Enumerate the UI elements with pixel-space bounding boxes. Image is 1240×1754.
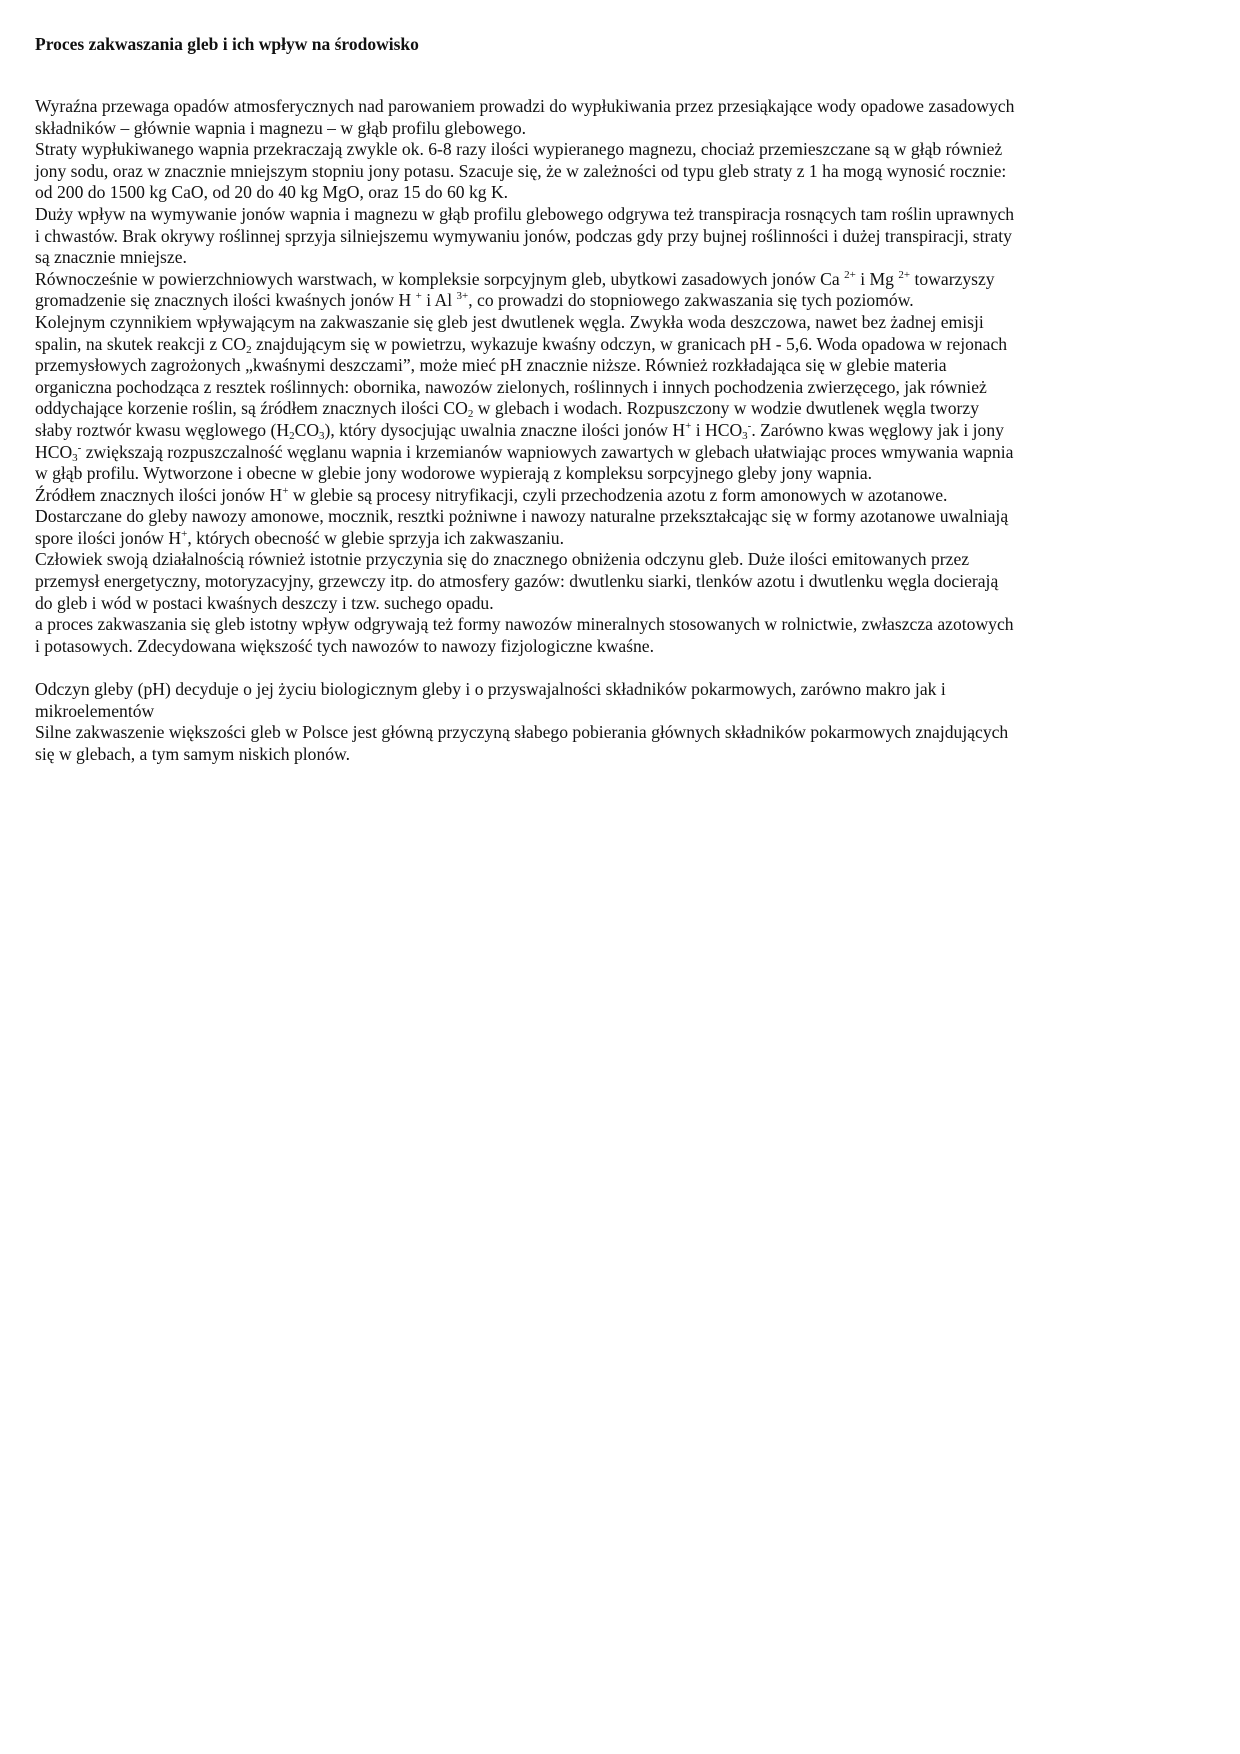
superscript: + bbox=[181, 527, 188, 540]
superscript: + bbox=[282, 484, 289, 497]
text-segment: i potasowych. Zdecydowana większość tych nawozów to nawozy fizjologiczne kwaśne. bbox=[35, 635, 655, 656]
text-line bbox=[35, 161, 1014, 183]
subscript: 3 bbox=[742, 429, 748, 442]
text-segment: słaby roztwór kwasu węglowego (H bbox=[35, 419, 290, 440]
subscript: 2 bbox=[246, 343, 252, 356]
text-segment: gromadzenie się znacznych ilości kwaśnych jonów H bbox=[35, 290, 416, 311]
subscript: 2 bbox=[289, 429, 295, 442]
text-line bbox=[35, 549, 1014, 571]
text-segment: przemysłowych zagrożonych „kwaśnymi deszczami”, może mieć pH znacznie niższe. Również rozkładająca się w glebie materia bbox=[35, 355, 947, 376]
text-segment: Równocześnie w powierzchniowych warstwach, w kompleksie sorpcyjnym gleb, ubytkowi zasadowych jonów Ca bbox=[35, 268, 845, 289]
text-segment: Dostarczane do gleby nawozy amonowe, mocznik, resztki pożniwne i nawozy naturalne przekształcając się w formy azotanowe uwalniają bbox=[35, 506, 1009, 527]
text-segment: spalin, na skutek reakcji z CO bbox=[35, 333, 247, 354]
text-segment: Wyraźna przewaga opadów atmosferycznych nad parowaniem prowadzi do wypłukiwania przez przesiąkające wody opadowe zasadowych bbox=[35, 96, 1015, 116]
text-line bbox=[35, 614, 1014, 636]
text-segment: Duży wpływ na wymywanie jonów wapnia i magnezu w głąb profilu glebowego odgrywa też transpiracja rosnących tam roślin uprawnych bbox=[35, 203, 1015, 224]
text-segment: , co prowadzi do stopniowego zakwaszania się tych poziomów. bbox=[468, 290, 914, 311]
text-segment: i Mg bbox=[855, 268, 899, 289]
text-segment: towarzyszy bbox=[910, 268, 995, 289]
text-segment: składników – głównie wapnia i magnezu – w głąb profilu glebowego. bbox=[35, 117, 527, 138]
text-segment: są znacznie mniejsze. bbox=[35, 247, 187, 268]
text-segment: i HCO bbox=[691, 419, 743, 440]
blank-line bbox=[35, 657, 1014, 679]
text-segment: Kolejnym czynnikiem wpływającym na zakwaszanie się gleb jest dwutlenek węgla. Zwykła woda deszczowa, nawet bez żadnej emisji bbox=[35, 311, 984, 332]
subscript: 2 bbox=[467, 408, 474, 421]
text-segment: ), który dysocjując uwalnia znaczne ilości jonów H bbox=[324, 419, 686, 440]
text-segment: w glebie są procesy nitryfikacji, czyli przechodzenia azotu z form amonowych w azotanowe. bbox=[288, 484, 948, 505]
text-line bbox=[35, 420, 1014, 442]
text-segment: w glebach i wodach. Rozpuszczony w wodzie dwutlenek węgla tworzy bbox=[473, 398, 980, 419]
text-line bbox=[35, 398, 1014, 420]
document-title: Proces zakwaszania gleb i ich wpływ na środowisko bbox=[35, 34, 419, 54]
text-segment: HCO bbox=[35, 441, 73, 462]
text-line bbox=[35, 679, 1014, 701]
text-line bbox=[35, 377, 1014, 399]
text-line bbox=[35, 269, 1014, 291]
text-segment: . Zarówno kwas węglowy jak i jony bbox=[751, 419, 1004, 440]
text-line bbox=[35, 334, 1014, 356]
text-line bbox=[35, 118, 1014, 140]
text-line bbox=[35, 226, 1014, 248]
text-segment: Odczyn gleby (pH) decyduje o jej życiu biologicznym gleby i o przyswajalności składników pokarmowych, zarówno makro jak i bbox=[35, 679, 946, 700]
superscript: - bbox=[747, 419, 752, 432]
superscript: 3+ bbox=[456, 290, 469, 303]
text-segment: CO bbox=[294, 419, 320, 440]
text-line bbox=[35, 204, 1014, 226]
text-segment: Źródłem znacznych ilości jonów H bbox=[35, 484, 283, 505]
text-line bbox=[35, 593, 1014, 615]
text-segment: do gleb i wód w postaci kwaśnych deszczy i tzw. suchego opadu. bbox=[35, 592, 494, 613]
document-body bbox=[35, 96, 1014, 765]
text-segment: się w glebach, a tym samym niskich plonów. bbox=[35, 743, 351, 764]
superscript: + bbox=[685, 419, 692, 432]
text-segment: Straty wypłukiwanego wapnia przekraczają zwykle ok. 6-8 razy ilości wypieranego magnezu, chociaż przemieszczane są w głąb również bbox=[35, 139, 1003, 160]
text-line bbox=[35, 701, 1014, 723]
text-segment: przemysł energetyczny, motoryzacyjny, grzewczy itp. do atmosfery gazów: dwutlenku siarki, tlenków azotu i dwutlenku węgla docierają bbox=[35, 571, 999, 592]
text-line bbox=[35, 463, 1014, 485]
text-line bbox=[35, 182, 1014, 204]
text-segment: oddychające korzenie roślin, są źródłem znacznych ilości CO bbox=[35, 398, 468, 419]
text-segment: i chwastów. Brak okrywy roślinnej sprzyja silniejszemu wymywaniu jonów, podczas gdy przy bujnej roślinności i dużej transpiracji, straty bbox=[35, 225, 1012, 246]
text-line bbox=[35, 96, 1014, 118]
text-segment: a proces zakwaszania się gleb istotny wpływ odgrywają też formy nawozów mineralnych stosowanych w rolnictwie, zwłaszcza azotowych bbox=[35, 614, 1014, 635]
text-segment: Człowiek swoją działalnością również istotnie przyczynia się do znacznego obniżenia odczynu gleb. Duże ilości emitowanych przez bbox=[35, 549, 970, 570]
text-line bbox=[35, 312, 1014, 334]
text-segment: organiczna pochodząca z resztek roślinnych: obornika, nawozów zielonych, roślinnych i innych pochodzenia zwierzęcego, jak również bbox=[35, 376, 987, 397]
text-line bbox=[35, 355, 1014, 377]
text-segment: w głąb profilu. Wytworzone i obecne w glebie jony wodorowe wypierają z kompleksu sorpcyjnego gleby jony wapnia. bbox=[35, 463, 873, 484]
text-segment: , których obecność w glebie sprzyja ich zakwaszaniu. bbox=[187, 527, 565, 548]
text-line bbox=[35, 139, 1014, 161]
text-line bbox=[35, 528, 1014, 550]
text-line bbox=[35, 442, 1014, 464]
text-segment: jony sodu, oraz w znacznie mniejszym stopniu jony potasu. Szacuje się, że w zależności od typu gleb straty z 1 ha mogą wynosić rocznie: bbox=[35, 160, 1007, 181]
text-segment: mikroelementów bbox=[35, 700, 155, 721]
text-line bbox=[35, 571, 1014, 593]
text-line bbox=[35, 506, 1014, 528]
text-segment: spore ilości jonów H bbox=[35, 527, 182, 548]
text-line bbox=[35, 290, 1014, 312]
superscript: - bbox=[77, 441, 82, 454]
subscript: 3 bbox=[72, 451, 78, 464]
text-line bbox=[35, 485, 1014, 507]
text-segment: od 200 do 1500 kg CaO, od 20 do 40 kg MgO, oraz 15 do 60 kg K. bbox=[35, 182, 509, 203]
superscript: 2+ bbox=[844, 268, 856, 281]
subscript: 3 bbox=[319, 429, 325, 442]
text-segment: Silne zakwaszenie większości gleb w Polsce jest główną przyczyną słabego pobierania głównych składników pokarmowych znajdujących bbox=[35, 722, 1009, 743]
superscript: + bbox=[415, 290, 422, 303]
text-segment: i Al bbox=[421, 290, 457, 311]
text-line bbox=[35, 247, 1014, 269]
text-line bbox=[35, 722, 1014, 744]
text-segment: znajdującym się w powietrzu, wykazuje kwaśny odczyn, w granicach pH - 5,6. Woda opadowa w rejonach bbox=[251, 333, 1008, 354]
text-line bbox=[35, 744, 1014, 766]
text-segment: zwiększają rozpuszczalność węglanu wapnia i krzemianów wapniowych zawartych w glebach ułatwiając proces wmywania wapnia bbox=[81, 441, 1014, 462]
text-line bbox=[35, 636, 1014, 658]
superscript: 2+ bbox=[898, 268, 911, 281]
